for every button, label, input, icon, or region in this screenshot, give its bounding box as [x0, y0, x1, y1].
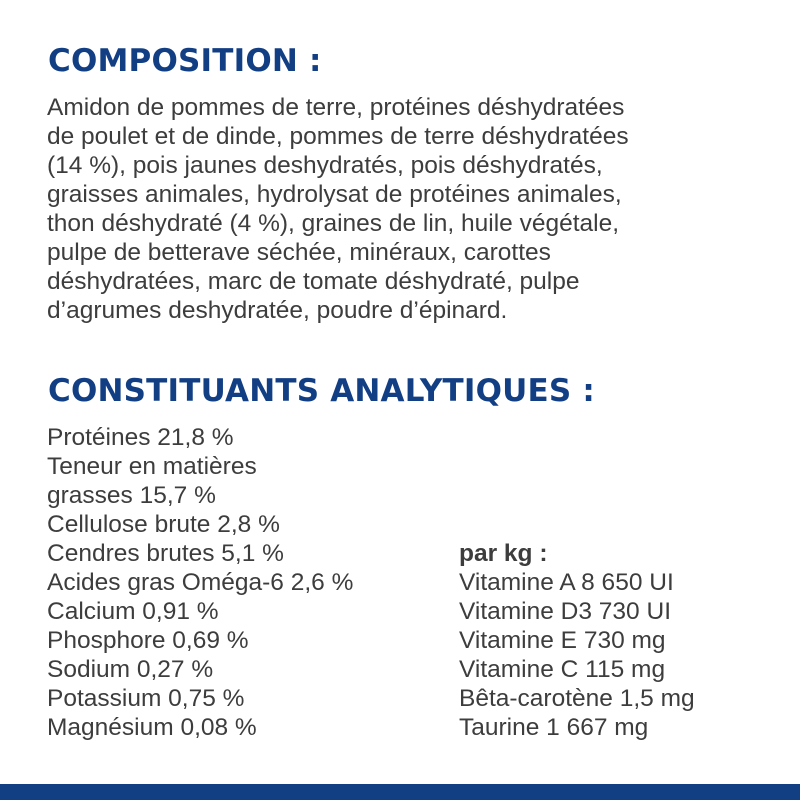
vitamins-list: [459, 539, 695, 742]
analytics-item: Magnésium 0,08 %: [47, 714, 257, 741]
analytics-item: Potassium 0,75 %: [47, 685, 245, 712]
composition-line: d’agrumes deshydratée, poudre d’épinard.: [47, 297, 508, 324]
vitamin-item: Bêta-carotène 1,5 mg: [459, 685, 695, 712]
analytics-item: Teneur en matières: [47, 453, 257, 480]
vitamin-item: Vitamine A 8 650 UI: [459, 569, 674, 596]
analytics-heading: CONSTITUANTS ANALYTIQUES :: [48, 373, 596, 409]
footer-bar: [0, 784, 800, 800]
vitamin-item: Taurine 1 667 mg: [459, 714, 649, 741]
vitamin-item: Vitamine C 115 mg: [459, 656, 666, 683]
analytics-item: Cellulose brute 2,8 %: [47, 511, 280, 538]
composition-heading: COMPOSITION :: [48, 43, 322, 79]
per-kg-heading: par kg :: [459, 540, 548, 567]
analytics-list: [47, 423, 353, 742]
composition-text: [47, 93, 782, 325]
composition-line: déshydratées, marc de tomate déshydraté, pulpe: [47, 268, 580, 295]
analytics-item: Cendres brutes 5,1 %: [47, 540, 284, 567]
composition-line: graisses animales, hydrolysat de protéines animales,: [47, 181, 622, 208]
composition-line: de poulet et de dinde, pommes de terre déshydratées: [47, 123, 629, 150]
analytics-item: Sodium 0,27 %: [47, 656, 214, 683]
vitamin-item: Vitamine E 730 mg: [459, 627, 666, 654]
analytics-item: Phosphore 0,69 %: [47, 627, 249, 654]
analytics-item: Acides gras Oméga-6 2,6 %: [47, 569, 354, 596]
composition-line: pulpe de betterave séchée, minéraux, carottes: [47, 239, 551, 266]
analytics-item: Protéines 21,8 %: [47, 424, 234, 451]
composition-line: Amidon de pommes de terre, protéines déshydratées: [47, 94, 625, 121]
composition-line: thon déshydraté (4 %), graines de lin, huile végétale,: [47, 210, 620, 237]
vitamin-item: Vitamine D3 730 UI: [459, 598, 671, 625]
composition-line: (14 %), pois jaunes deshydratés, pois déshydratés,: [47, 152, 603, 179]
analytics-item: grasses 15,7 %: [47, 482, 216, 509]
analytics-item: Calcium 0,91 %: [47, 598, 219, 625]
